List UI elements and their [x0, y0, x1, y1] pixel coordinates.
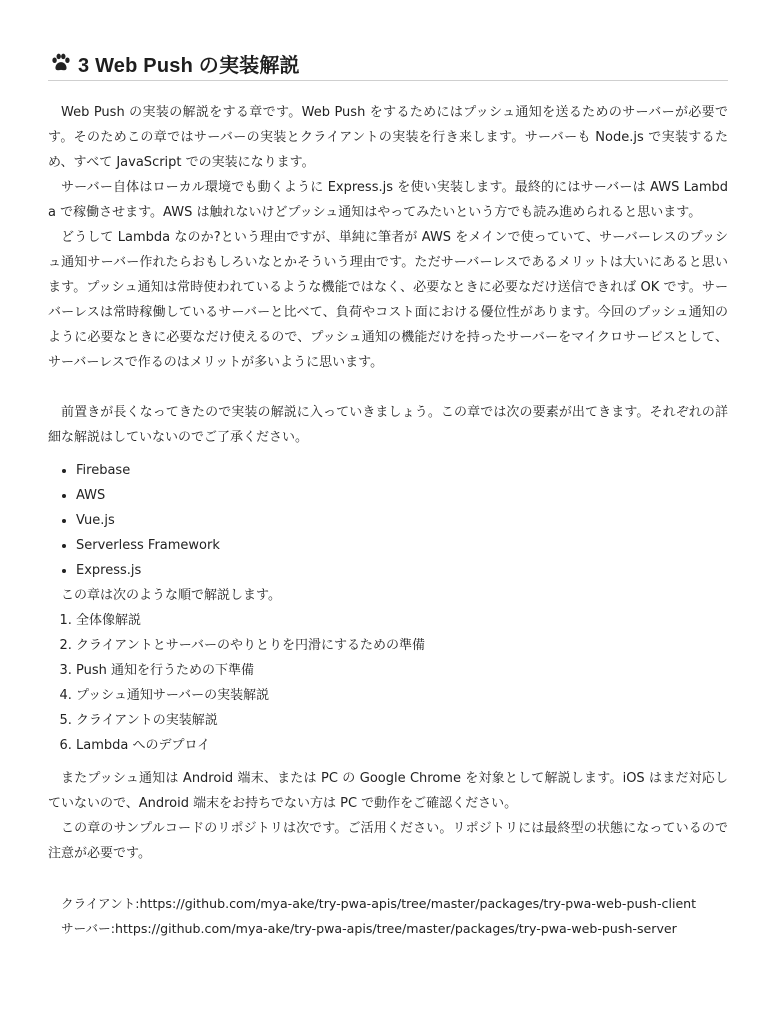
list-item: • Express.js	[76, 558, 728, 583]
paragraph: この章のサンプルコードのリポジトリは次です。ご活用ください。リポジトリには最終型の状態になっているので注意が必要です。	[48, 821, 728, 861]
client-repo-link[interactable]: https://github.com/mya-ake/try-pwa-apis/tree/master/packages/try-pwa-web-push-client	[139, 896, 697, 911]
list-item: • Serverless Framework	[76, 533, 728, 558]
client-repo-label: クライアント:	[61, 896, 140, 911]
paw-icon	[50, 52, 72, 74]
client-repo-line	[48, 891, 728, 916]
steps-list	[48, 608, 728, 758]
paragraph: またプッシュ通知は Android 端末、または PC の Google Chrome を対象として解説します。iOS はまだ対応していないので、Android 端末をお持ちでない方は PC で動作をご確認ください。	[48, 771, 728, 811]
list-item: • Vue.js	[76, 508, 728, 533]
list-item: 3. Push 通知を行うための下準備	[76, 658, 728, 683]
list-item: 6. Lambda へのデプロイ	[76, 733, 728, 758]
paragraph: 前置きが長くなってきたので実装の解説に入っていきましょう。この章では次の要素が出てきます。それぞれの詳細な解説はしていないのでご了承ください。	[48, 405, 728, 445]
paragraph: サーバー自体はローカル環境でも動くように Express.js を使い実装します。最終的にはサーバーは AWS Lambda で稼働させます。AWS は触れないけどプッシュ通知はやってみたいという方でも読み進められると思います。	[48, 180, 728, 220]
paragraph: どうして Lambda なのか?という理由ですが、単純に筆者が AWS をメインで使っていて、サーバーレスのプッシュ通知サーバー作れたらおもしろいなとかそういう理由です。ただサーバーレスであるメリットは大いにあると思います。プッシュ通知は常時使われているような機能ではなく、必要なときに必要なだけ送信できれば OK です。サーバーレスは常時稼働しているサーバーと比べて、負荷やコスト面における優位性があります。今回のプッシュ通知のように必要なときに必要なだけ使えるので、プッシュ通知の機能だけを持ったサーバーをマイクロサービスとして、サーバーレスで作るのはメリットが多いように思います。	[48, 230, 728, 370]
section-heading	[48, 46, 728, 81]
section-body	[48, 100, 728, 941]
list-item: 1. 全体像解説	[76, 608, 728, 633]
list-item: 2. クライアントとサーバーのやりとりを円滑にするための準備	[76, 633, 728, 658]
server-repo-line	[48, 916, 728, 941]
paragraph: Web Push の実装の解説をする章です。Web Push をするためにはプッシュ通知を送るためのサーバーが必要です。そのためこの章ではサーバーの実装とクライアントの実装を行き来します。サーバーも Node.js で実装するため、すべて JavaScript での実装になります。	[48, 105, 728, 170]
elements-list	[48, 458, 728, 583]
list-item: • Firebase	[76, 458, 728, 483]
section-title: 3 Web Push の実装解説	[78, 54, 300, 77]
list-item: 5. クライアントの実装解説	[76, 708, 728, 733]
repository-links	[48, 891, 728, 941]
list-item: 4. プッシュ通知サーバーの実装解説	[76, 683, 728, 708]
paragraph: この章は次のような順で解説します。	[61, 588, 281, 603]
server-repo-link[interactable]: https://github.com/mya-ake/try-pwa-apis/tree/master/packages/try-pwa-web-push-server	[115, 921, 677, 936]
list-item: • AWS	[76, 483, 728, 508]
server-repo-label: サーバー:	[61, 921, 115, 936]
